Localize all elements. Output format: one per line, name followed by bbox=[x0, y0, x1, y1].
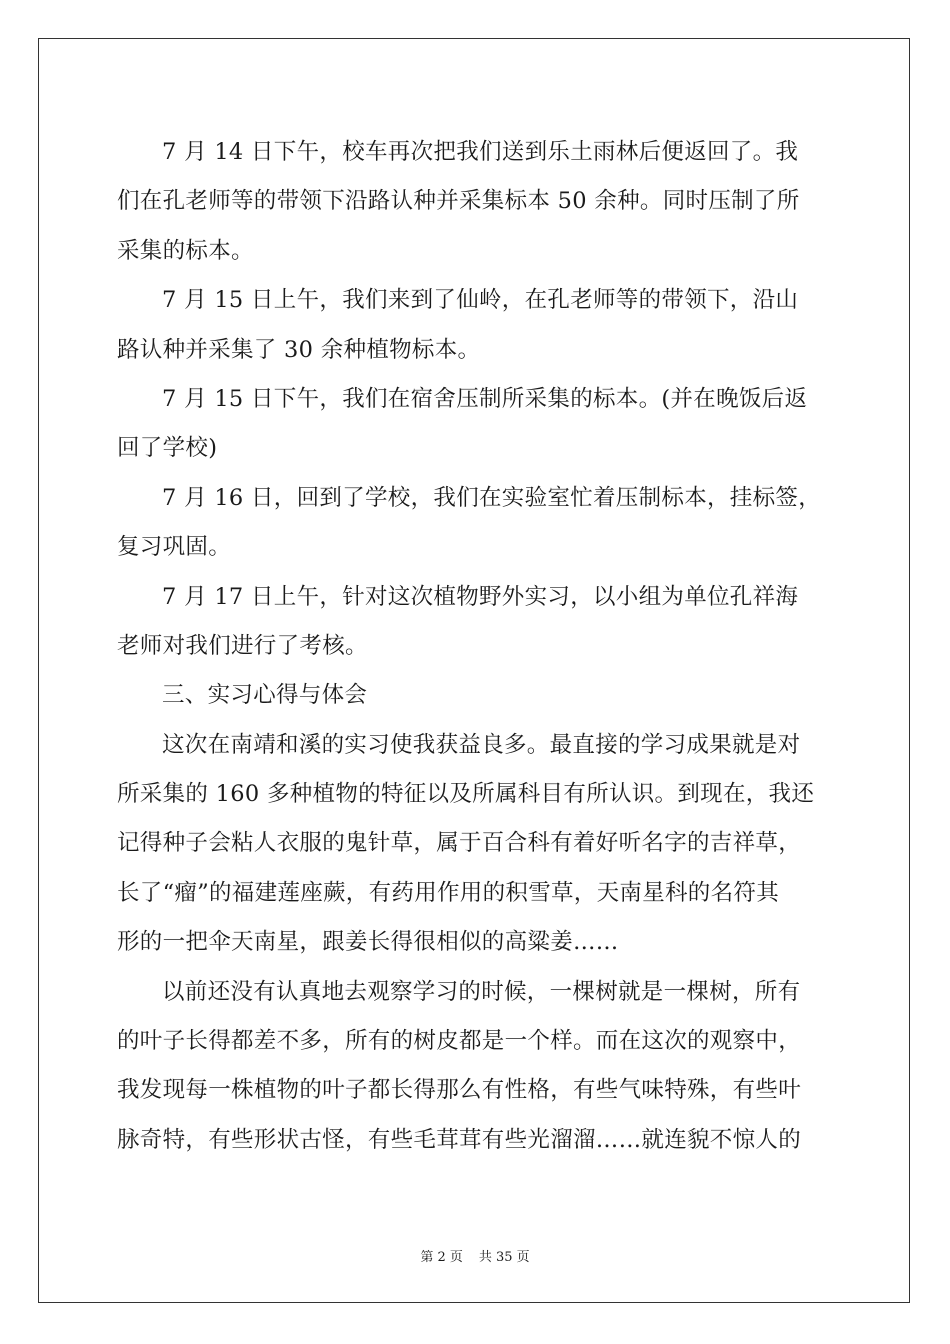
text-line: 7 月 15 日下午，我们在宿舍压制所采集的标本。(并在晚饭后返 bbox=[162, 385, 808, 412]
text-line: 长了“瘤”的福建莲座蕨，有药用作用的积雪草，天南星科的名符其 bbox=[117, 879, 780, 906]
text-line: 7 月 17 日上午，针对这次植物野外实习，以小组为单位孔祥海 bbox=[162, 583, 799, 610]
text-line: 记得种子会粘人衣服的鬼针草，属于百合科有着好听名字的吉祥草， bbox=[117, 830, 802, 857]
text-line: 7 月 15 日上午，我们来到了仙岭，在孔老师等的带领下，沿山 bbox=[162, 287, 799, 314]
text-line: 脉奇特，有些形状古怪，有些毛茸茸有些光溜溜……就连貌不惊人的 bbox=[117, 1126, 802, 1153]
text-line: 这次在南靖和溪的实习使我获益良多。最直接的学习成果就是对 bbox=[162, 731, 801, 758]
page-number-total: 共 35 页 bbox=[478, 1250, 530, 1265]
text-line: 我发现每一株植物的叶子都长得那么有性格，有些气味特殊，有些叶 bbox=[117, 1077, 802, 1104]
text-line: 形的一把伞天南星，跟姜长得很相似的高粱姜…… bbox=[117, 929, 619, 956]
section-heading: 三、实习心得与体会 bbox=[162, 682, 368, 709]
text-line: 7 月 14 日下午，校车再次把我们送到乐土雨林后便返回了。我 bbox=[162, 139, 799, 165]
text-line: 所采集的 160 多种植物的特征以及所属科目有所认识。到现在，我还 bbox=[117, 781, 815, 808]
text-line: 回了学校) bbox=[117, 435, 218, 462]
text-line: 们在孔老师等的带领下沿路认种并采集标本 50 余种。同时压制了所 bbox=[117, 188, 800, 215]
text-line: 以前还没有认真地去观察学习的时候，一棵树就是一棵树，所有 bbox=[162, 978, 801, 1005]
text-line: 的叶子长得都差不多，所有的树皮都是一个样。而在这次的观察中， bbox=[117, 1028, 802, 1055]
text-line: 7 月 16 日，回到了学校，我们在实验室忙着压制标本，挂标签， bbox=[162, 484, 822, 511]
text-line: 老师对我们进行了考核。 bbox=[117, 632, 368, 659]
text-line: 复习巩固。 bbox=[117, 534, 232, 561]
text-line: 路认种并采集了 30 余种植物标本。 bbox=[117, 336, 481, 363]
page-number-current: 第 2 页 bbox=[420, 1250, 463, 1265]
document-body bbox=[117, 128, 837, 1165]
page-footer bbox=[0, 1246, 950, 1265]
text-line: 采集的标本。 bbox=[117, 237, 254, 264]
